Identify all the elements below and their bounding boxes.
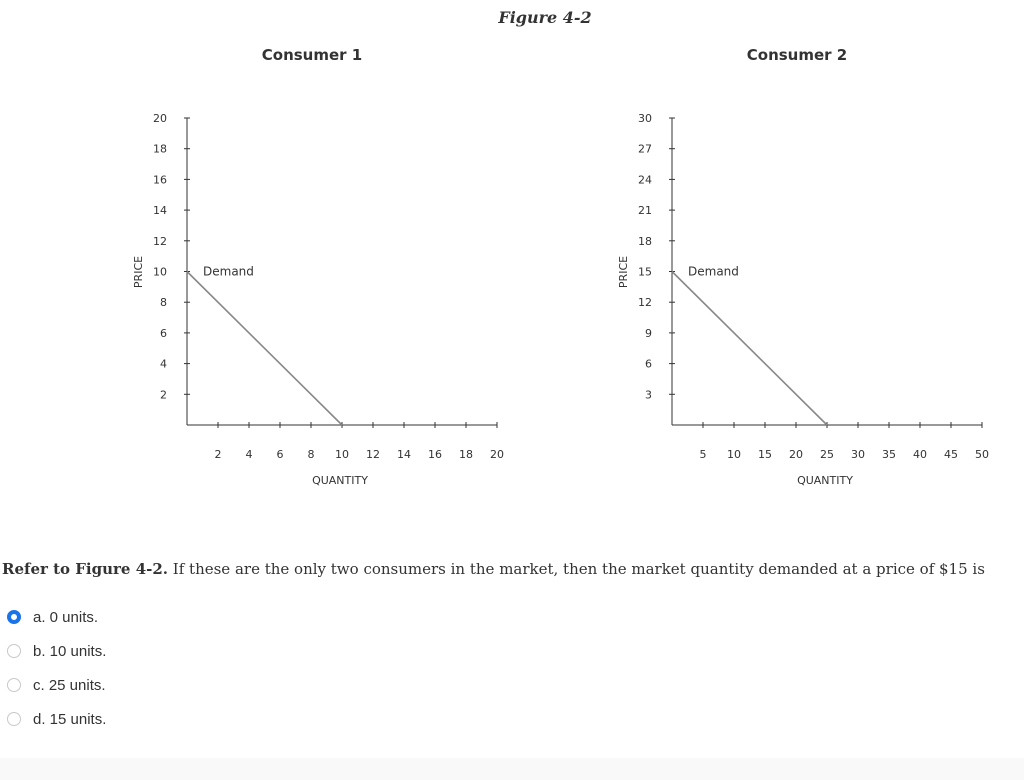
answer-option-label: d. 15 units. — [33, 710, 107, 728]
answer-option-label: b. 10 units. — [33, 642, 107, 660]
consumer-1-chart — [120, 40, 540, 500]
y-tick-label: 12 — [153, 234, 167, 248]
x-tick-label: 6 — [276, 448, 284, 461]
y-tick-label: 30 — [638, 112, 652, 125]
question-reference: Refer to Figure 4-2. — [2, 560, 169, 578]
radio-unselected-icon[interactable] — [7, 678, 21, 692]
x-tick-label: 10 — [335, 448, 349, 461]
radio-selected-icon[interactable] — [7, 610, 21, 624]
question-body: If these are the only two consumers in the market, then the market quantity demanded at a price of $15 is — [168, 560, 985, 578]
x-axis-label: QUANTITY — [312, 474, 368, 487]
y-axis-label: PRICE — [617, 255, 630, 289]
x-tick-label: 35 — [882, 448, 896, 461]
x-tick-label: 12 — [366, 448, 380, 461]
y-axis-label: PRICE — [132, 255, 145, 289]
x-tick-label: 2 — [214, 448, 222, 461]
demand-line — [187, 272, 342, 426]
y-tick-label: 21 — [638, 204, 652, 218]
answer-option[interactable] — [7, 702, 106, 736]
chart-title: Consumer 2 — [746, 46, 848, 64]
x-tick-label: 16 — [428, 448, 442, 461]
x-tick-label: 30 — [851, 448, 865, 461]
demand-curve-label: Demand — [203, 264, 254, 279]
x-tick-label: 40 — [913, 448, 927, 461]
x-tick-label: 14 — [397, 448, 411, 461]
x-tick-label: 18 — [459, 448, 473, 461]
x-tick-label: 20 — [789, 448, 803, 461]
y-tick-label: 8 — [160, 296, 167, 310]
demand-line — [672, 272, 827, 426]
y-tick-label: 6 — [645, 357, 652, 371]
x-axis-label: QUANTITY — [797, 474, 853, 487]
y-tick-label: 10 — [153, 265, 167, 279]
y-tick-label: 2 — [160, 388, 167, 402]
y-tick-label: 12 — [638, 296, 652, 310]
radio-unselected-icon[interactable] — [7, 644, 21, 658]
question-text — [2, 560, 1022, 578]
consumer-2-chart — [605, 40, 1024, 500]
answer-option[interactable] — [7, 600, 106, 634]
y-tick-label: 20 — [153, 112, 167, 125]
answer-option[interactable] — [7, 634, 106, 668]
y-tick-label: 15 — [638, 265, 652, 279]
x-tick-label: 25 — [820, 448, 834, 461]
y-tick-label: 18 — [638, 234, 652, 248]
answer-option[interactable] — [7, 668, 106, 702]
x-tick-label: 10 — [727, 448, 741, 461]
y-tick-label: 24 — [638, 173, 652, 187]
page-footer-band — [0, 758, 1024, 780]
x-tick-label: 15 — [758, 448, 772, 461]
x-tick-label: 5 — [699, 448, 707, 461]
chart-title: Consumer 1 — [261, 46, 363, 64]
y-tick-label: 27 — [638, 142, 652, 156]
radio-unselected-icon[interactable] — [7, 712, 21, 726]
x-tick-label: 20 — [490, 448, 504, 461]
answer-options — [7, 600, 106, 736]
x-tick-label: 8 — [307, 448, 315, 461]
y-tick-label: 3 — [645, 388, 652, 402]
y-tick-label: 9 — [645, 326, 652, 340]
demand-curve-label: Demand — [688, 264, 739, 279]
y-tick-label: 14 — [153, 204, 167, 218]
y-tick-label: 18 — [153, 142, 167, 156]
answer-option-label: a. 0 units. — [33, 608, 99, 626]
y-tick-label: 6 — [160, 326, 167, 340]
x-tick-label: 45 — [944, 448, 958, 461]
x-tick-label: 50 — [975, 448, 989, 461]
answer-option-label: c. 25 units. — [33, 676, 106, 694]
y-tick-label: 16 — [153, 173, 167, 187]
y-tick-label: 4 — [160, 357, 167, 371]
figure-title: Figure 4-2 — [498, 8, 592, 27]
x-tick-label: 4 — [245, 448, 253, 461]
